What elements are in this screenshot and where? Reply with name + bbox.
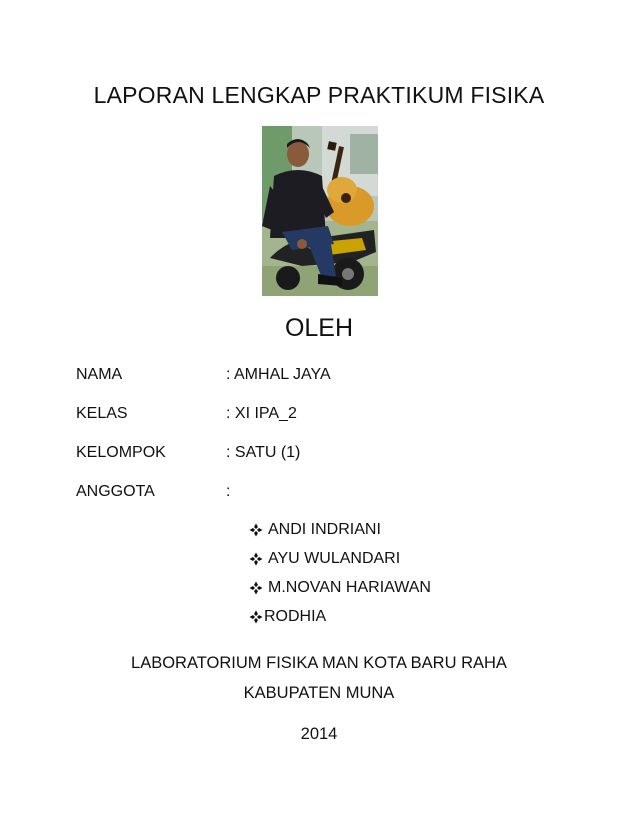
by-label: OLEH	[284, 314, 354, 342]
info-row-name	[76, 366, 556, 405]
member-name: ANDI INDRIANI	[268, 521, 381, 538]
list-item	[249, 521, 431, 550]
info-label: KELOMPOK	[76, 444, 166, 461]
info-row-members	[76, 483, 556, 522]
report-title: LAPORAN LENGKAP PRAKTIKUM FISIKA	[93, 82, 545, 108]
diamond-bullet-icon	[249, 581, 263, 595]
member-name: AYU WULANDARI	[268, 550, 401, 567]
diamond-bullet-icon	[249, 552, 263, 566]
institution-line-1: LABORATORIUM FISIKA MAN KOTA BARU RAHA	[131, 654, 507, 672]
person-with-guitar-photo	[262, 126, 378, 296]
info-label: NAMA	[76, 366, 123, 383]
diamond-bullet-icon	[249, 523, 263, 537]
info-value: :	[226, 483, 231, 500]
info-label: KELAS	[76, 405, 128, 422]
institution-line-2: KABUPATEN MUNA	[243, 684, 395, 702]
list-item	[249, 579, 431, 608]
diamond-bullet-icon	[249, 610, 263, 624]
info-row-group	[76, 444, 556, 483]
member-list	[249, 521, 431, 637]
list-item	[249, 550, 431, 579]
info-value: : SATU (1)	[226, 444, 301, 461]
member-name: M.NOVAN HARIAWAN	[268, 579, 431, 596]
info-value: : XI IPA_2	[226, 405, 297, 422]
list-item	[249, 608, 431, 637]
info-value: : AMHAL JAYA	[226, 366, 331, 383]
member-name: RODHIA	[264, 608, 327, 625]
info-label: ANGGOTA	[76, 483, 155, 500]
info-table	[76, 366, 556, 522]
year: 2014	[300, 725, 338, 743]
info-row-class	[76, 405, 556, 444]
